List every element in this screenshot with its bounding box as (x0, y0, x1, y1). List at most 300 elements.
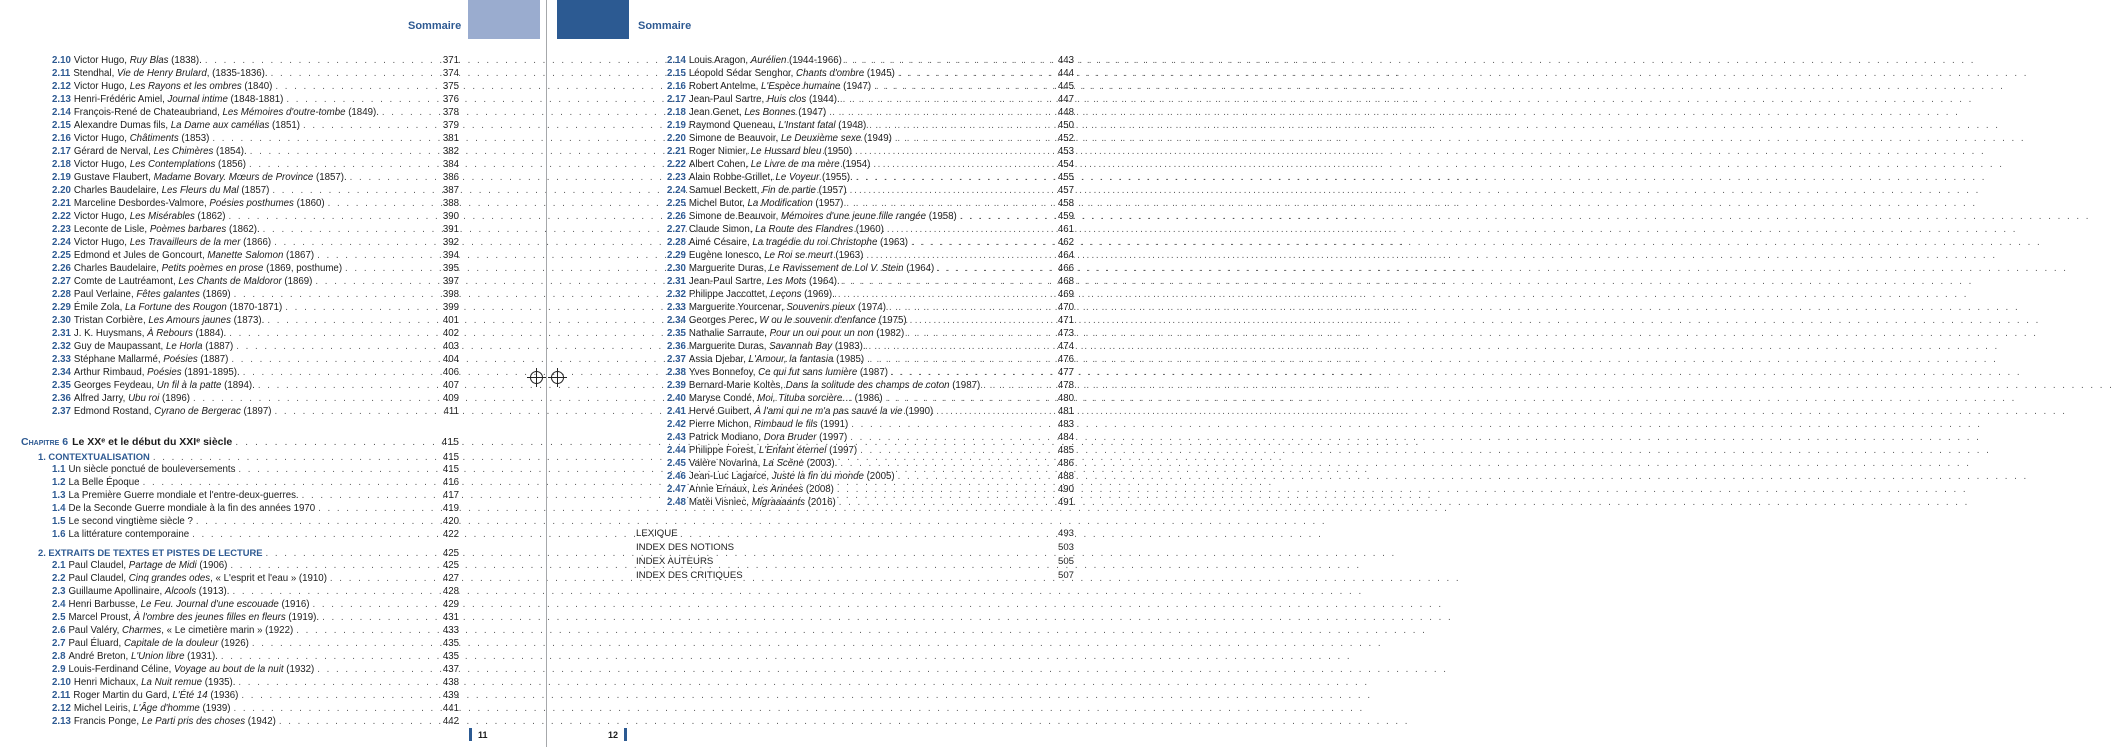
entry-page: 374 (442, 68, 459, 79)
entry-author: Claude Simon, (688, 224, 756, 235)
toc-entry[interactable] (21, 702, 459, 715)
toc-entry[interactable] (636, 340, 1074, 353)
entry-text (689, 93, 840, 106)
toc-entry[interactable] (21, 158, 459, 171)
toc-entry[interactable] (636, 106, 1074, 119)
section-extraits[interactable] (21, 546, 459, 559)
entry-author: Aimé Césaire, (688, 237, 753, 248)
leader-dots (312, 598, 438, 611)
chapter6-page: 415 (441, 436, 459, 448)
entry-number: 2.33 (52, 354, 71, 365)
entry-author: Samuel Beckett, (688, 185, 763, 196)
entry-text (74, 210, 226, 223)
entry-author: Matéi Visniec, (688, 497, 752, 508)
entry-text (74, 676, 236, 689)
toc-entry[interactable] (21, 476, 459, 489)
entry-page: 387 (442, 185, 459, 196)
toc-entry[interactable] (21, 119, 459, 132)
toc-entry[interactable] (636, 314, 1074, 327)
toc-entry[interactable] (21, 689, 459, 702)
entry-author: Comte de Lautréamont, (73, 276, 179, 287)
entry-page: 444 (1057, 68, 1074, 79)
entry-text (74, 184, 269, 197)
crosshair-icon[interactable] (551, 371, 564, 384)
leader-dots (196, 515, 438, 528)
entry-page: 398 (442, 289, 459, 300)
crosshair-icon[interactable] (530, 371, 543, 384)
toc-entry[interactable] (636, 392, 1074, 405)
entry-work-title: Poèmes barbares (149, 224, 227, 235)
entry-text (74, 249, 314, 262)
entry-number: 2.4 (52, 599, 66, 610)
section-page: 415 (442, 452, 459, 463)
toc-entry[interactable] (636, 80, 1074, 93)
entry-page: 448 (1057, 107, 1074, 118)
toc-entry[interactable] (21, 80, 459, 93)
toc-entry[interactable] (21, 663, 459, 676)
entry-page: 461 (1057, 224, 1074, 235)
entry-details: (1936) (207, 690, 239, 701)
entry-author: Arthur Rimbaud, (73, 367, 148, 378)
entry-number: 2.29 (52, 302, 71, 313)
entry-details: (1944). (806, 94, 840, 105)
leader-dots (350, 171, 438, 184)
leader-dots (846, 197, 1053, 210)
annex-entry[interactable] (636, 555, 1074, 569)
entry-work-title: Chants d'ombre (796, 68, 865, 79)
leader-dots (322, 611, 438, 624)
entry-details: , « Le cimetière marin » (1922) (161, 625, 294, 636)
entry-work-title: Les Mémoires d'outre-tombe (222, 107, 346, 118)
leader-dots (315, 275, 438, 288)
entry-work-title: Moi, Tituba sorcière… (757, 393, 852, 404)
entry-text (74, 702, 231, 715)
leader-dots (886, 392, 1053, 405)
entry-label: Un siècle ponctué de bouleversements (68, 464, 236, 475)
entry-author: Simone de Beauvoir, (688, 133, 781, 144)
entry-work-title: W ou le souvenir d'enfance (759, 315, 876, 326)
annex-label: INDEX DES NOTIONS (636, 542, 735, 553)
header-tab-light (468, 0, 540, 39)
entry-label: Le second vingtième siècle ? (68, 516, 193, 527)
entry-author: Francis Ponge, (73, 716, 142, 727)
entry-details: (1960) (853, 224, 884, 235)
leader-dots (279, 715, 438, 728)
leader-dots (837, 483, 1053, 496)
entry-text (74, 366, 240, 379)
entry-text (74, 80, 273, 93)
entry-page: 474 (1057, 341, 1074, 352)
entry-details: (1913). (196, 586, 230, 597)
entry-author: Gérard de Nerval, (73, 146, 154, 157)
entry-details: (1867) (283, 250, 315, 261)
toc-entry[interactable] (21, 353, 459, 366)
entry-details: (1854). (213, 146, 247, 157)
leader-dots (895, 132, 1053, 145)
entry-details: (1983). (832, 341, 866, 352)
entry-details: (1957) (815, 185, 847, 196)
toc-entry[interactable] (21, 528, 459, 541)
toc-entry[interactable] (21, 515, 459, 528)
entry-number: 2.19 (52, 172, 71, 183)
entry-work-title: Le Feu. Journal d'une escouade (140, 599, 279, 610)
toc-entry[interactable] (636, 210, 1074, 223)
entry-text (689, 184, 847, 197)
entry-number: 2.31 (667, 276, 686, 287)
toc-entry[interactable] (21, 314, 459, 327)
entry-details: (1884). (192, 328, 227, 339)
toc-entry[interactable] (21, 275, 459, 288)
entry-page: 477 (1057, 367, 1074, 378)
entry-page: 397 (442, 276, 459, 287)
leader-dots (296, 624, 438, 637)
annex-entry[interactable] (636, 541, 1074, 555)
toc-entry[interactable] (21, 340, 459, 353)
entry-author: Émile Zola, (73, 302, 126, 313)
entry-text (689, 405, 933, 418)
entry-author: Patrick Modiano, (688, 432, 764, 443)
entry-details: (1870-1871) (226, 302, 283, 313)
toc-entry[interactable] (636, 67, 1074, 80)
toc-entry[interactable] (636, 470, 1074, 483)
entry-author: Maryse Condé, (688, 393, 758, 404)
toc-entry[interactable] (636, 327, 1074, 340)
entry-author: Leconte de Lisle, (73, 224, 150, 235)
entry-details: (1896) (159, 393, 190, 404)
entry-details: (1947) (840, 81, 872, 92)
chapter6-heading[interactable] (21, 434, 459, 450)
entry-text (689, 80, 871, 93)
entry-number: 2.33 (667, 302, 686, 313)
toc-entry[interactable] (21, 715, 459, 728)
entry-details: (1991) (817, 419, 849, 430)
toc-entry[interactable] (21, 637, 459, 650)
leader-dots (274, 236, 438, 249)
toc-entry[interactable] (636, 379, 1074, 392)
entry-details: (1950) (821, 146, 853, 157)
entry-work-title: Le Ravissement de Lol V. Stein (769, 263, 904, 274)
entry-page: 441 (442, 703, 459, 714)
entry-number: 2.34 (667, 315, 686, 326)
toc-entry[interactable] (636, 275, 1074, 288)
toc-entry[interactable] (636, 262, 1074, 275)
leader-dots (236, 340, 438, 353)
entry-work-title: Les Mots (766, 276, 807, 287)
entry-author: Michel Leiris, (73, 703, 134, 714)
toc-entry[interactable] (21, 288, 459, 301)
entry-page: 395 (442, 263, 459, 274)
toc-entry[interactable] (636, 184, 1074, 197)
entry-work-title: Huis clos (766, 94, 807, 105)
toc-entry[interactable] (636, 249, 1074, 262)
entry-number: 2.16 (52, 133, 71, 144)
entry-details: (1906) (196, 560, 228, 571)
entry-number: 1.4 (52, 503, 66, 514)
toc-entry[interactable] (21, 572, 459, 585)
entry-details: (1942) (245, 716, 276, 727)
entry-details: (1986) (851, 393, 883, 404)
toc-entry[interactable] (21, 184, 459, 197)
annex-entry[interactable] (636, 569, 1074, 583)
entry-number: 2.43 (667, 432, 686, 443)
annex-label: INDEX AUTEURS (636, 556, 714, 567)
toc-entry[interactable] (636, 418, 1074, 431)
toc-entry[interactable] (636, 236, 1074, 249)
entry-page: 452 (1057, 133, 1074, 144)
entry-author: Edmond et Jules de Goncourt, (73, 250, 208, 261)
entry-number: 2.39 (667, 380, 686, 391)
entry-page: 459 (1057, 211, 1074, 222)
entry-text (74, 275, 313, 288)
entry-details: (1932) (283, 664, 315, 675)
entry-text (68, 650, 217, 663)
leader-dots (234, 702, 439, 715)
section-contextualisation[interactable] (21, 450, 459, 463)
entry-author: Charles Baudelaire, (73, 263, 162, 274)
leader-dots (249, 158, 438, 171)
entry-text (74, 223, 260, 236)
entry-text (74, 392, 190, 405)
toc-entry[interactable] (21, 624, 459, 637)
right-page (547, 0, 1083, 747)
entry-number: 2.20 (667, 133, 686, 144)
toc-entry[interactable] (21, 463, 459, 476)
toc-entry[interactable] (21, 611, 459, 624)
entry-details: (1891-1895). (181, 367, 240, 378)
toc-entry[interactable] (636, 483, 1074, 496)
entry-details: (1955). (819, 172, 853, 183)
entry-page: 454 (1057, 159, 1074, 170)
entry-author: Victor Hugo, (73, 159, 130, 170)
toc-entry[interactable] (21, 327, 459, 340)
toc-entry[interactable] (21, 489, 459, 502)
entry-text (74, 171, 347, 184)
entry-work-title: Charmes (121, 625, 162, 636)
entry-text (68, 463, 235, 476)
entry-author: Georges Perec, (688, 315, 760, 326)
section-title: 1. CONTEXTUALISATION (38, 451, 150, 462)
toc-entry[interactable] (636, 223, 1074, 236)
toc-entry[interactable] (636, 288, 1074, 301)
toc-entry[interactable] (21, 585, 459, 598)
toc-entry[interactable] (636, 93, 1074, 106)
toc-entry[interactable] (636, 301, 1074, 314)
entry-number: 2.32 (52, 341, 71, 352)
entry-text (689, 262, 934, 275)
annex-page: 503 (1057, 542, 1074, 553)
toc-entry[interactable] (21, 171, 459, 184)
toc-entry[interactable] (636, 158, 1074, 171)
toc-entry[interactable] (21, 54, 459, 67)
entry-number: 2.22 (52, 211, 71, 222)
toc-entry[interactable] (636, 353, 1074, 366)
toc-entry[interactable] (636, 366, 1074, 379)
toc-entry[interactable] (21, 106, 459, 119)
toc-entry[interactable] (636, 197, 1074, 210)
leader-dots (840, 457, 1053, 470)
toc-entry[interactable] (636, 496, 1074, 509)
entry-author: Victor Hugo, (73, 211, 130, 222)
entry-work-title: Poésies posthumes (209, 198, 294, 209)
entry-page: 464 (1057, 250, 1074, 261)
section1-list (21, 463, 459, 541)
toc-entry[interactable] (636, 405, 1074, 418)
entry-text (689, 301, 886, 314)
entry-number: 2.10 (52, 55, 71, 66)
entry-page: 406 (442, 367, 459, 378)
entry-text (689, 54, 842, 67)
toc-entry[interactable] (636, 457, 1074, 470)
entry-page: 384 (442, 159, 459, 170)
entry-number: 2.19 (667, 120, 686, 131)
toc-entry[interactable] (21, 392, 459, 405)
entry-text (689, 249, 864, 262)
entry-page: 379 (442, 120, 459, 131)
entry-details: (1919). (285, 612, 320, 623)
leader-dots (317, 663, 438, 676)
entry-work-title: À l'ami qui ne m'a pas sauvé la vie (754, 406, 903, 417)
toc-entry[interactable] (636, 171, 1074, 184)
toc-entry[interactable] (636, 145, 1074, 158)
entry-number: 2.11 (52, 690, 71, 701)
leader-dots (263, 223, 438, 236)
entry-page: 415 (442, 464, 459, 475)
toc-entry[interactable] (21, 405, 459, 418)
section-title: 2. EXTRAITS DE TEXTES ET PISTES DE LECTURE (38, 547, 263, 558)
toc-entry[interactable] (21, 262, 459, 275)
entry-number: 2.20 (52, 185, 71, 196)
entry-details: (1916) (278, 599, 310, 610)
entry-author: Yves Bonnefoy, (688, 367, 759, 378)
entry-number: 2.37 (667, 354, 686, 365)
entry-number: 2.36 (667, 341, 686, 352)
entry-number: 2.25 (667, 198, 686, 209)
entry-details: (1987) (857, 367, 888, 378)
entry-text (689, 275, 840, 288)
entry-text (74, 93, 283, 106)
entry-details: (1947) (795, 107, 827, 118)
toc-entry[interactable] (21, 366, 459, 379)
entry-number: 2.22 (667, 159, 686, 170)
toc-entry[interactable] (636, 132, 1074, 145)
entry-text (689, 288, 835, 301)
entry-text (68, 663, 314, 676)
entry-text (74, 301, 282, 314)
entry-number: 2.24 (52, 237, 71, 248)
entry-page: 485 (1057, 445, 1074, 456)
entry-details: (1985) (833, 354, 865, 365)
toc-entry[interactable] (21, 67, 459, 80)
toc-entry[interactable] (21, 502, 459, 515)
entry-work-title: Madame Bovary. Mœurs de Province (153, 172, 314, 183)
entry-page: 458 (1057, 198, 1074, 209)
entry-page: 394 (442, 250, 459, 261)
entry-details: (1887) (202, 341, 234, 352)
entry-page: 422 (442, 529, 459, 540)
entry-details: (1964) (903, 263, 935, 274)
leader-dots (205, 54, 438, 67)
entry-number: 2.37 (52, 406, 71, 417)
entry-details: (1987) (949, 380, 981, 391)
entry-page: 411 (443, 406, 459, 417)
entry-number: 2.10 (52, 677, 71, 688)
entry-work-title: La tragédie du roi Christophe (752, 237, 878, 248)
entry-page: 381 (442, 133, 459, 144)
entry-author: Guillaume Apollinaire, (68, 586, 165, 597)
toc-entry[interactable] (21, 249, 459, 262)
chapter5-continued-list (21, 54, 459, 418)
toc-entry[interactable] (21, 132, 459, 145)
entry-details: (1963) (832, 250, 864, 261)
entry-number: 2.12 (52, 81, 71, 92)
leader-dots (867, 353, 1053, 366)
toc-entry[interactable] (21, 379, 459, 392)
entry-text (689, 418, 848, 431)
chapter6-label: Chapitre 6 (21, 436, 69, 448)
entry-work-title: Le Roi se meurt (764, 250, 833, 261)
entry-text (74, 405, 272, 418)
annex-entry[interactable] (636, 527, 1074, 541)
leader-dots (250, 145, 438, 158)
chapter6-extracts-continued-list (636, 54, 1074, 509)
toc-entry[interactable] (21, 598, 459, 611)
entry-text (689, 158, 870, 171)
toc-entry[interactable] (636, 444, 1074, 457)
entry-number: 2.27 (52, 276, 71, 287)
entry-text (74, 379, 255, 392)
leader-dots (252, 637, 438, 650)
toc-entry[interactable] (21, 197, 459, 210)
leader-dots (318, 502, 438, 515)
toc-entry[interactable] (21, 210, 459, 223)
toc-entry[interactable] (21, 559, 459, 572)
entry-number: 2.46 (667, 471, 686, 482)
entry-author: Annie Ernaux, (688, 484, 753, 495)
entry-work-title: La Dame aux camélias (170, 120, 270, 131)
entry-page: 401 (442, 315, 459, 326)
toc-entry[interactable] (21, 676, 459, 689)
toc-entry[interactable] (636, 431, 1074, 444)
entry-work-title: Ruy Blas (129, 55, 169, 66)
entry-page: 419 (442, 503, 459, 514)
entry-text (74, 197, 325, 210)
entry-author: Marguerite Yourcenar, (688, 302, 787, 313)
entry-details: (1974) (855, 302, 886, 313)
entry-number: 2.3 (52, 586, 66, 597)
toc-entry[interactable] (21, 93, 459, 106)
left-page (0, 0, 541, 747)
entry-number: 2.11 (52, 68, 71, 79)
entry-details: (1963) (877, 237, 909, 248)
toc-entry[interactable] (636, 54, 1074, 67)
entry-page: 484 (1057, 432, 1074, 443)
section2-list (21, 559, 459, 728)
toc-entry[interactable] (21, 301, 459, 314)
toc-entry[interactable] (21, 236, 459, 249)
entry-work-title: Mémoires d'une jeune fille rangée (780, 211, 927, 222)
toc-entry[interactable] (636, 119, 1074, 132)
toc-entry[interactable] (21, 650, 459, 663)
entry-author: Henri Barbusse, (68, 599, 141, 610)
entry-number: 2.18 (52, 159, 71, 170)
entry-number: 1.1 (52, 464, 66, 475)
toc-entry[interactable] (21, 223, 459, 236)
entry-details: (1969). (801, 289, 835, 300)
toc-entry[interactable] (21, 145, 459, 158)
entry-author: Roger Nimier, (688, 146, 751, 157)
entry-work-title: L'Âge d'homme (133, 703, 200, 714)
entry-page: 453 (1057, 146, 1074, 157)
